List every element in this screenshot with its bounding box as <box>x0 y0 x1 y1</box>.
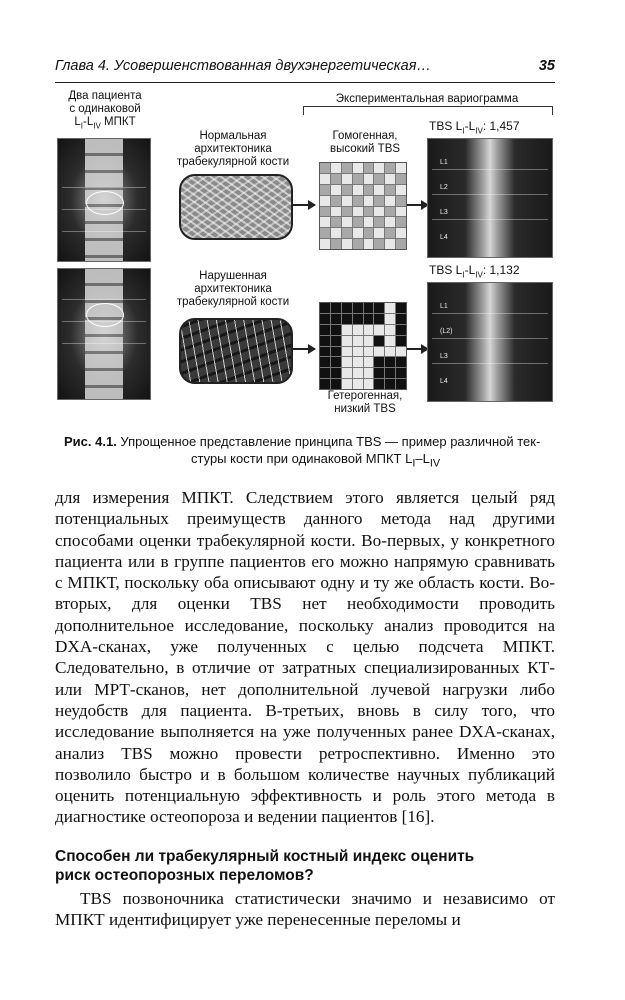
grid-cell <box>374 228 384 238</box>
grid-cell <box>331 325 341 335</box>
heading-line1: Способен ли трабекулярный костный индекс оценить <box>55 848 475 865</box>
grid-cell <box>320 368 330 378</box>
normal-architecture-label <box>173 130 293 169</box>
caption-line2: стуры кости при одинаковой МПКТ $L_I-L_{IV}$ <box>191 451 441 470</box>
grid-cell <box>320 217 330 227</box>
grid-cell <box>320 325 330 335</box>
chapter-title: Глава 4. Усовершенствованная двухэнергетическая… <box>55 58 431 74</box>
grid-cell <box>331 303 341 313</box>
vertebra-label: L1 <box>440 159 448 166</box>
grid-cell <box>331 217 341 227</box>
grid-cell <box>364 357 374 367</box>
normal-label-line2: архитектоника <box>194 143 272 155</box>
grid-cell <box>374 207 384 217</box>
grid-cell <box>331 314 341 324</box>
grid-cell <box>320 185 330 195</box>
grid-cell <box>385 196 395 206</box>
grid-cell <box>396 174 406 184</box>
body-text <box>55 487 555 828</box>
grid-cell <box>342 325 352 335</box>
highlight-oval <box>86 303 124 327</box>
grid-cell <box>342 314 352 324</box>
grid-cell <box>396 207 406 217</box>
grid-cell <box>396 325 406 335</box>
vertebra-label: L3 <box>440 209 448 216</box>
section-heading <box>55 847 555 885</box>
grid-cell <box>385 357 395 367</box>
vertebra-label: (L2) <box>440 328 453 335</box>
grid-cell <box>396 368 406 378</box>
spine-image <box>85 269 123 399</box>
grid-cell <box>342 239 352 249</box>
grid-cell <box>396 239 406 249</box>
grid-cell <box>353 163 363 173</box>
grid-cell <box>353 185 363 195</box>
grid-cell <box>374 368 384 378</box>
grid-cell <box>364 228 374 238</box>
impaired-label-line3: трабекулярной кости <box>176 296 290 308</box>
caption-text1: Упрощенное представление принципа TBS — пример различной тек- <box>116 434 541 449</box>
grid-cell <box>331 228 341 238</box>
caption-label: Рис. 4.1. <box>64 434 117 449</box>
grid-cell <box>342 303 352 313</box>
grid-cell <box>374 336 384 346</box>
figure-4-1 <box>55 90 555 420</box>
grid-cell <box>374 303 384 313</box>
grid-cell <box>342 336 352 346</box>
grid-cell <box>396 336 406 346</box>
heterogeneous-variogram-grid <box>319 302 407 390</box>
grid-cell <box>342 185 352 195</box>
normal-bone-image <box>179 174 293 240</box>
grid-cell <box>374 174 384 184</box>
grid-cell <box>342 347 352 357</box>
grid-cell <box>374 163 384 173</box>
grid-cell <box>385 336 395 346</box>
grid-cell <box>364 239 374 249</box>
tbs-bottom-value: TBS $L_I-L_{IV}$: 1,132 <box>429 263 520 280</box>
page-number: 35 <box>538 58 555 74</box>
grid-cell <box>396 357 406 367</box>
left-label-line2: с одинаковой <box>69 103 141 115</box>
grid-cell <box>353 228 363 238</box>
grid-cell <box>342 379 352 389</box>
grid-cell <box>364 379 374 389</box>
variogram-title: Экспериментальная вариограмма <box>303 93 551 106</box>
grid-cell <box>374 325 384 335</box>
homogeneous-line1: Гомогенная, <box>332 130 398 142</box>
arrow-top-right <box>406 204 428 206</box>
grid-cell <box>396 303 406 313</box>
grid-cell <box>396 379 406 389</box>
grid-cell <box>320 379 330 389</box>
normal-label-line3: трабекулярной кости <box>176 156 290 168</box>
grid-cell <box>374 347 384 357</box>
grid-cell <box>331 347 341 357</box>
left-label-line3: $L_I-L_{IV}$ МПКТ <box>74 116 136 131</box>
variogram-bracket <box>303 106 553 115</box>
grid-cell <box>342 368 352 378</box>
left-label-line1: Два пациента <box>68 90 142 102</box>
grid-cell <box>331 239 341 249</box>
grid-cell <box>331 379 341 389</box>
grid-cell <box>353 196 363 206</box>
grid-cell <box>331 196 341 206</box>
grid-cell <box>396 196 406 206</box>
paragraph-2: TBS позвоночника статистически значимо и независимо от МПКТ идентифицирует уже перенесенные переломы и <box>55 889 555 930</box>
grid-cell <box>320 228 330 238</box>
grid-cell <box>320 196 330 206</box>
grid-cell <box>385 163 395 173</box>
arrow-bottom <box>293 348 315 350</box>
grid-cell <box>385 239 395 249</box>
grid-cell <box>396 347 406 357</box>
arrow-top <box>293 204 315 206</box>
grid-cell <box>320 163 330 173</box>
grid-cell <box>374 239 384 249</box>
grid-cell <box>353 357 363 367</box>
grid-cell <box>374 185 384 195</box>
xray-line <box>62 231 146 232</box>
scan-line <box>432 219 548 220</box>
grid-cell <box>353 368 363 378</box>
left-patients-label <box>55 90 155 132</box>
grid-cell <box>396 228 406 238</box>
xray-line <box>62 299 146 300</box>
grid-cell <box>353 207 363 217</box>
grid-cell <box>364 174 374 184</box>
heterogeneous-line1: Гетерогенная, <box>327 390 403 402</box>
grid-cell <box>396 163 406 173</box>
grid-cell <box>353 379 363 389</box>
scan-line <box>432 313 548 314</box>
homogeneous-label <box>310 130 420 156</box>
grid-cell <box>396 314 406 324</box>
grid-cell <box>374 217 384 227</box>
impaired-bone-image <box>179 318 293 384</box>
vertebra-label: L1 <box>440 303 448 310</box>
header-rule <box>55 82 555 83</box>
scan-line <box>432 363 548 364</box>
heterogeneous-label <box>310 390 420 416</box>
grid-cell <box>385 325 395 335</box>
vertebra-label: L4 <box>440 234 448 241</box>
grid-cell <box>320 347 330 357</box>
scan-line <box>432 169 548 170</box>
grid-cell <box>385 368 395 378</box>
grid-cell <box>364 336 374 346</box>
grid-cell <box>320 314 330 324</box>
grid-cell <box>320 174 330 184</box>
vertebra-label: L4 <box>440 378 448 385</box>
grid-cell <box>342 174 352 184</box>
grid-cell <box>331 207 341 217</box>
grid-cell <box>364 163 374 173</box>
running-header <box>55 58 555 80</box>
grid-cell <box>331 357 341 367</box>
scan-line <box>432 194 548 195</box>
paragraph-1: для измерения МПКТ. Следствием этого является целый ряд потенциальных преимуществ данного метода над другими способами оценки трабекулярной кости. Во-первых, у конкретного пациента или в группе пациентов его можно напрямую сравнивать с МПКТ, поскольку оба описывают одну и ту же область кости. Во-вторых, для оценки TBS нет необходимости проводить дополнительное исследование, поскольку анализ проводится на DXA-сканах, уже полученных с целью подсчета МПКТ. Следовательно, в отличие от затратных специализированных КТ- или МРТ-сканов, нет дополнительной лучевой нагрузки либо неудобств для пациента. В-третьих, вновь в силу того, что исследование выполняется на уже полученных ранее DXA-сканах, анализ TBS можно провести ретроспективно. Именно это позволило быстро и в большом количестве научных публикаций оценить потенциальную эффективность и роль этого метода в диагностике остеопороза и ведении пациентов [16]. <box>55 488 555 827</box>
grid-cell <box>353 325 363 335</box>
xray-patient-2 <box>57 268 151 400</box>
grid-cell <box>396 217 406 227</box>
grid-cell <box>364 217 374 227</box>
grid-cell <box>353 239 363 249</box>
grid-cell <box>364 303 374 313</box>
heterogeneous-line2: низкий TBS <box>334 403 396 415</box>
vertebra-label: L3 <box>440 353 448 360</box>
grid-cell <box>385 207 395 217</box>
grid-cell <box>385 303 395 313</box>
grid-cell <box>320 239 330 249</box>
highlight-oval <box>86 191 124 215</box>
grid-cell <box>364 185 374 195</box>
grid-cell <box>342 357 352 367</box>
tbs-scan-bottom <box>427 282 553 402</box>
grid-cell <box>385 174 395 184</box>
grid-cell <box>342 217 352 227</box>
scan-line <box>432 338 548 339</box>
homogeneous-line2: высокий TBS <box>329 143 401 155</box>
grid-cell <box>353 174 363 184</box>
xray-patient-1 <box>57 138 151 262</box>
grid-cell <box>331 174 341 184</box>
grid-cell <box>374 196 384 206</box>
grid-cell <box>396 185 406 195</box>
grid-cell <box>364 207 374 217</box>
xray-line <box>62 343 146 344</box>
xray-line <box>62 187 146 188</box>
grid-cell <box>353 347 363 357</box>
grid-cell <box>331 336 341 346</box>
grid-cell <box>385 228 395 238</box>
grid-cell <box>320 303 330 313</box>
grid-cell <box>385 347 395 357</box>
grid-cell <box>320 207 330 217</box>
grid-cell <box>342 163 352 173</box>
grid-cell <box>342 228 352 238</box>
grid-cell <box>385 314 395 324</box>
grid-cell <box>320 357 330 367</box>
grid-cell <box>364 325 374 335</box>
grid-cell <box>353 336 363 346</box>
grid-cell <box>331 163 341 173</box>
grid-cell <box>374 314 384 324</box>
grid-cell <box>353 217 363 227</box>
grid-cell <box>331 368 341 378</box>
grid-cell <box>364 196 374 206</box>
grid-cell <box>320 336 330 346</box>
arrow-bottom-right <box>406 348 428 350</box>
impaired-label-line1: Нарушенная <box>199 270 267 282</box>
grid-cell <box>342 207 352 217</box>
grid-cell <box>364 368 374 378</box>
tbs-scan-top <box>427 138 553 258</box>
grid-cell <box>385 185 395 195</box>
grid-cell <box>342 196 352 206</box>
grid-cell <box>374 379 384 389</box>
grid-cell <box>353 303 363 313</box>
normal-label-line1: Нормальная <box>199 130 267 142</box>
homogeneous-variogram-grid <box>319 162 407 250</box>
heading-line2: риск остеопорозных переломов? <box>55 867 314 884</box>
impaired-architecture-label <box>173 270 293 309</box>
caption-line1 <box>64 433 550 450</box>
grid-cell <box>374 357 384 367</box>
vertebra-label: L2 <box>440 184 448 191</box>
grid-cell <box>385 217 395 227</box>
figure-caption <box>64 433 550 473</box>
grid-cell <box>331 185 341 195</box>
tbs-top-value: TBS $L_I-L_{IV}$: 1,457 <box>429 119 520 136</box>
grid-cell <box>364 314 374 324</box>
grid-cell <box>385 379 395 389</box>
grid-cell <box>364 347 374 357</box>
grid-cell <box>353 314 363 324</box>
impaired-label-line2: архитектоника <box>194 283 272 295</box>
